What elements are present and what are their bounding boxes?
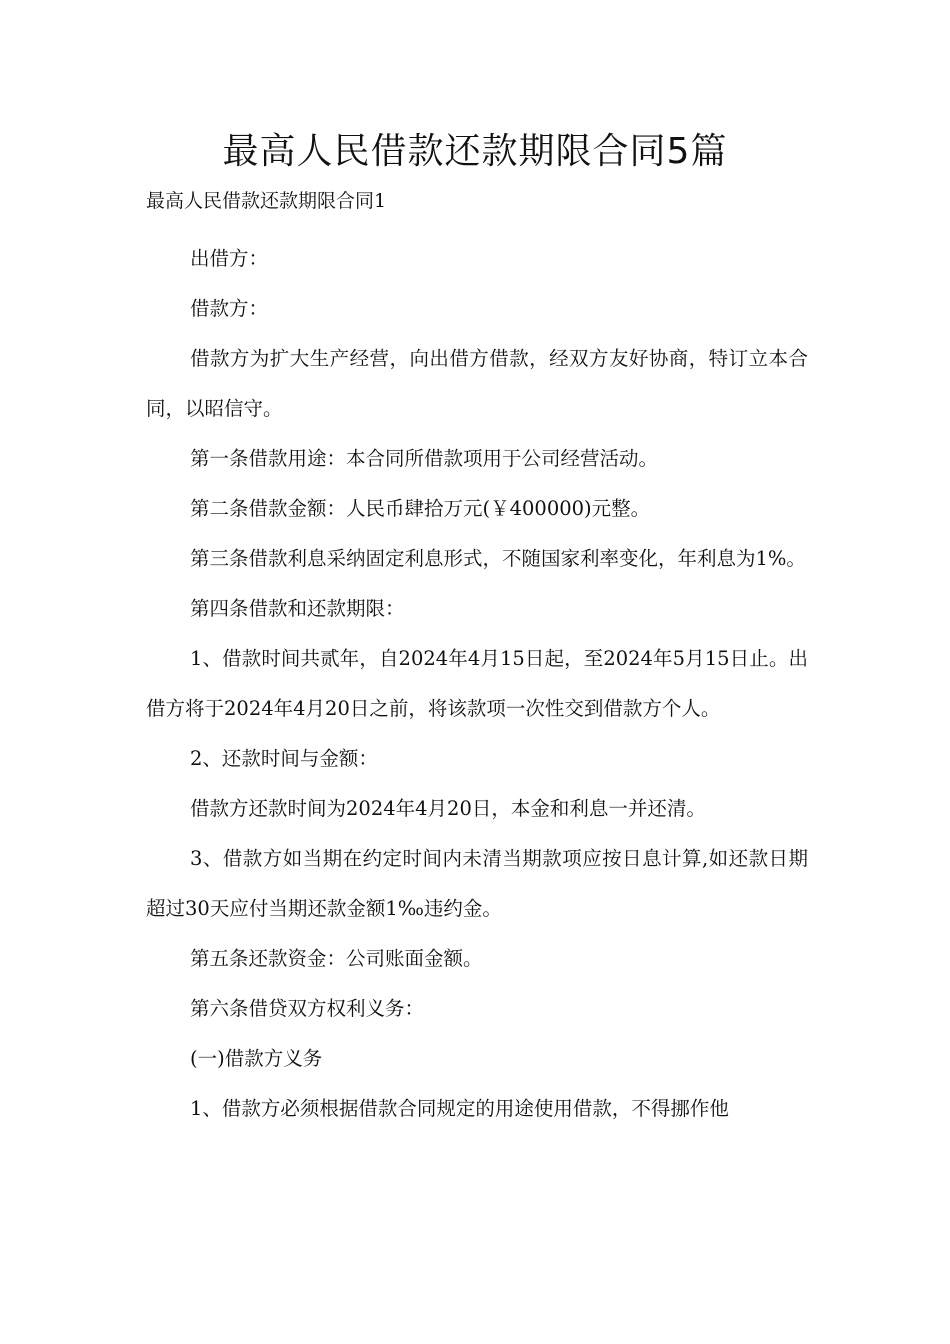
paragraph-borrower: 借款方： [190, 297, 269, 320]
paragraph-repayment-time: 借款方还款时间为2024年4月20日，本金和利息一并还清。 [190, 797, 706, 820]
paragraph-preamble: 借款方为扩大生产经营，向出借方借款，经双方友好协商，特订立本合同，以昭信守。 [146, 347, 808, 420]
paragraph-obligation-1: 1、借款方必须根据借款合同规定的用途使用借款，不得挪作他 [190, 1097, 729, 1120]
paragraph-article-6: 第六条借贷双方权利义务： [190, 997, 425, 1020]
paragraph-article-4-item-2: 2、还款时间与金额： [190, 747, 378, 770]
document-title: 最高人民借款还款期限合同5篇 [222, 131, 728, 172]
paragraph-article-2: 第二条借款金额：人民币肆拾万元(￥400000)元整。 [190, 497, 651, 520]
paragraph-article-4-item-3: 3、借款方如当期在约定时间内未清当期款项应按日息计算,如还款日期超过30天应付当期还款金额1‰违约金。 [146, 847, 808, 920]
paragraph-lender: 出借方： [190, 247, 269, 270]
paragraph-borrower-obligations: (一)借款方义务 [190, 1047, 323, 1070]
paragraph-article-4: 第四条借款和还款期限： [190, 597, 405, 620]
paragraph-article-4-item-1: 1、借款时间共贰年，自2024年4月15日起，至2024年5月15日止。出借方将于2024年4月20日之前，将该款项一次性交到借款方个人。 [146, 647, 808, 720]
document-subtitle: 最高人民借款还款期限合同1 [146, 190, 387, 212]
document-body [146, 234, 808, 1134]
paragraph-article-1: 第一条借款用途：本合同所借款项用于公司经营活动。 [190, 447, 659, 470]
paragraph-article-3: 第三条借款利息采纳固定利息形式，不随国家利率变化，年利息为1%。 [190, 547, 806, 570]
paragraph-article-5: 第五条还款资金：公司账面金额。 [190, 947, 483, 970]
